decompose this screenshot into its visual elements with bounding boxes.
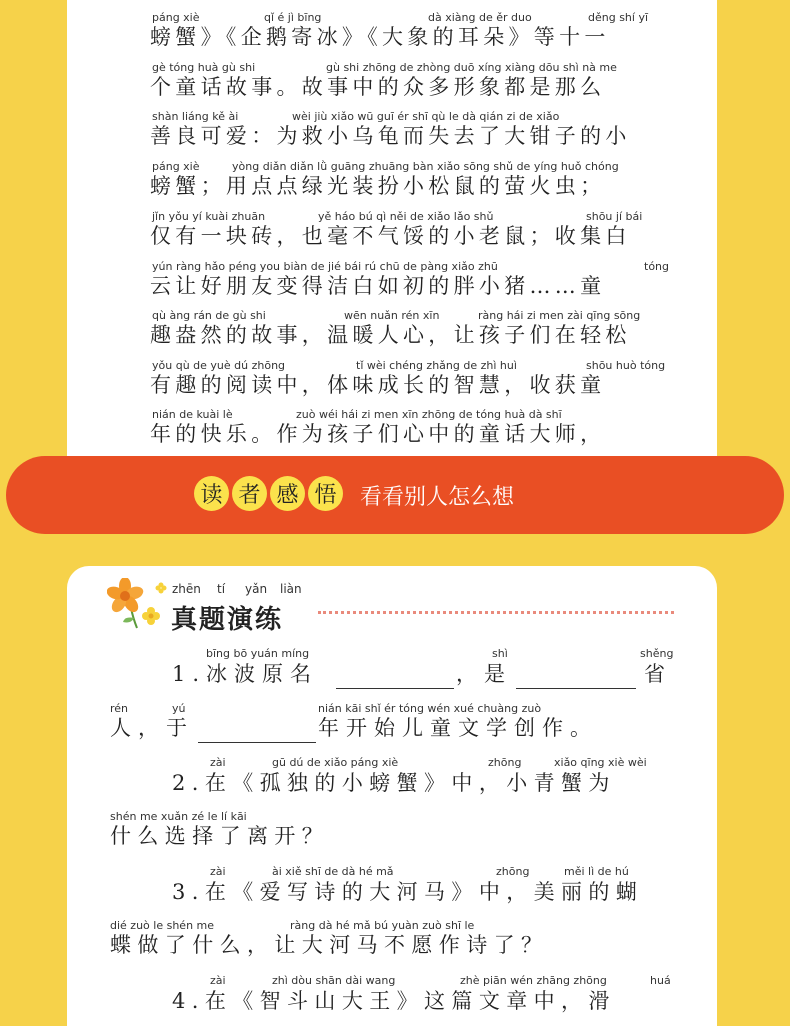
pinyin-text: shōu jí bái (586, 210, 643, 223)
pinyin-text: tí (217, 582, 226, 596)
question-text: 省 (644, 662, 665, 686)
question-text: 3.在《爱写诗的大河马》中，美丽的蝴 (172, 880, 644, 904)
story-line: 趣盎然的故事，温暖人心，让孩子们在轻松 (150, 323, 631, 347)
question-text: 4.在《智斗山大王》这篇文章中，滑 (172, 989, 616, 1013)
pinyin-text: zài (210, 756, 226, 769)
question-text: 1.冰波原名 (172, 662, 319, 686)
pinyin-text: liàn (280, 582, 302, 596)
pinyin-text: qù àng rán de gù shi (152, 309, 266, 322)
pinyin-text: zài (210, 974, 226, 987)
pinyin-text: nián kāi shǐ ér tóng wén xué chuàng zuò (318, 702, 542, 715)
pinyin-text: dà xiàng de ěr duo (428, 11, 532, 24)
pinyin-text: yǒu qù de yuè dú zhōng (152, 359, 286, 372)
answer-blank[interactable] (336, 688, 454, 689)
question-text: 2.在《孤独的小螃蟹》中，小青蟹为 (172, 771, 616, 795)
pinyin-text: shén me xuǎn zé le lí kāi (110, 810, 247, 823)
pinyin-text: shàn liáng kě ài (152, 110, 239, 123)
pinyin-text: yòng diǎn diǎn lǜ guāng zhuāng bàn xiǎo sōng shǔ de yíng huǒ chóng (232, 160, 619, 173)
pinyin-text: zhì dòu shān dài wang (272, 974, 396, 987)
pinyin-text: ài xiě shī de dà hé mǎ (272, 865, 394, 878)
flower-icon (107, 578, 167, 630)
pinyin-text: yě háo bú qì něi de xiǎo lǎo shǔ (318, 210, 494, 223)
pinyin-text: yún ràng hǎo péng you biàn de jié bái rú chū de pàng xiǎo zhū (152, 260, 498, 273)
story-line: 螃蟹；用点点绿光装扮小松鼠的萤火虫； (150, 174, 606, 198)
banner-char-pill: 读 (194, 476, 229, 511)
pinyin-text: nián de kuài lè (152, 408, 233, 421)
story-line: 仅有一块砖，也毫不气馁的小老鼠；收集白 (150, 224, 631, 248)
pinyin-text: yú (172, 702, 186, 715)
section-divider (318, 611, 674, 614)
pinyin-text: tǐ wèi chéng zhǎng de zhì huì (356, 359, 517, 372)
pinyin-text: gū dú de xiǎo páng xiè (272, 756, 399, 769)
banner-char-pill: 感 (270, 476, 305, 511)
story-line: 螃蟹》《企鹅寄冰》《大象的耳朵》等十一 (150, 25, 610, 49)
pinyin-text: shěng (640, 647, 674, 660)
reader-insight-banner (6, 456, 784, 534)
answer-blank[interactable] (198, 742, 316, 743)
pinyin-text: gè tóng huà gù shi (152, 61, 256, 74)
pinyin-text: wèi jiù xiǎo wū guī ér shī qù le dà qián zi de xiǎo (292, 110, 560, 123)
banner-subtitle: 看看别人怎么想 (360, 485, 515, 510)
pinyin-text: zhōng (496, 865, 530, 878)
section-title: 真题演练 (171, 605, 284, 635)
pinyin-text: zhè piān wén zhāng zhōng (460, 974, 607, 987)
pinyin-text: shōu huò tóng (586, 359, 666, 372)
pinyin-text: páng xiè (152, 11, 200, 24)
pinyin-text: ràng hái zi men zài qīng sōng (478, 309, 641, 322)
pinyin-text: měi lì de hú (564, 865, 629, 878)
pinyin-text: zài (210, 865, 226, 878)
pinyin-text: bīng bō yuán míng (206, 647, 310, 660)
pinyin-text: dié zuò le shén me (110, 919, 215, 932)
pinyin-text: páng xiè (152, 160, 200, 173)
pinyin-text: tóng (644, 260, 669, 273)
pinyin-text: děng shí yī (588, 11, 649, 24)
story-line: 云让好朋友变得洁白如初的胖小猪……童 (150, 274, 606, 298)
question-text: 什么选择了离开？ (110, 824, 330, 848)
pinyin-text: xiǎo qīng xiè wèi (554, 756, 647, 769)
pinyin-text: ràng dà hé mǎ bú yuàn zuò shī le (290, 919, 475, 932)
question-text: ，是 (456, 662, 512, 686)
pinyin-text: qǐ é jì bīng (264, 11, 322, 24)
story-line: 个童话故事。故事中的众多形象都是那么 (150, 75, 606, 99)
pinyin-text: jǐn yǒu yí kuài zhuān (152, 210, 266, 223)
pinyin-text: zuò wéi hái zi men xīn zhōng de tóng huà dà shī (296, 408, 562, 421)
exercise-card (67, 566, 717, 1026)
pinyin-text: zhēn (172, 582, 201, 596)
story-line: 有趣的阅读中，体味成长的智慧，收获童 (150, 373, 606, 397)
question-text: 人，于 (110, 716, 194, 740)
pinyin-text: huá (650, 974, 671, 987)
pinyin-text: zhōng (488, 756, 522, 769)
pinyin-text: rén (110, 702, 129, 715)
banner-title (194, 476, 343, 514)
pinyin-text: wēn nuǎn rén xīn (344, 309, 440, 322)
answer-blank[interactable] (516, 688, 636, 689)
pinyin-text: shì (492, 647, 508, 660)
pinyin-text: gù shi zhōng de zhòng duō xíng xiàng dōu shì nà me (326, 61, 617, 74)
banner-char-pill: 悟 (308, 476, 343, 511)
banner-char-pill: 者 (232, 476, 267, 511)
pinyin-text: yǎn (245, 582, 268, 596)
question-text: 年开始儿童文学创作。 (318, 716, 598, 740)
story-line: 善良可爱：为救小乌龟而失去了大钳子的小 (150, 124, 631, 148)
story-line: 年的快乐。作为孩子们心中的童话大师， (150, 422, 606, 446)
question-text: 蝶做了什么，让大河马不愿作诗了？ (110, 933, 549, 957)
